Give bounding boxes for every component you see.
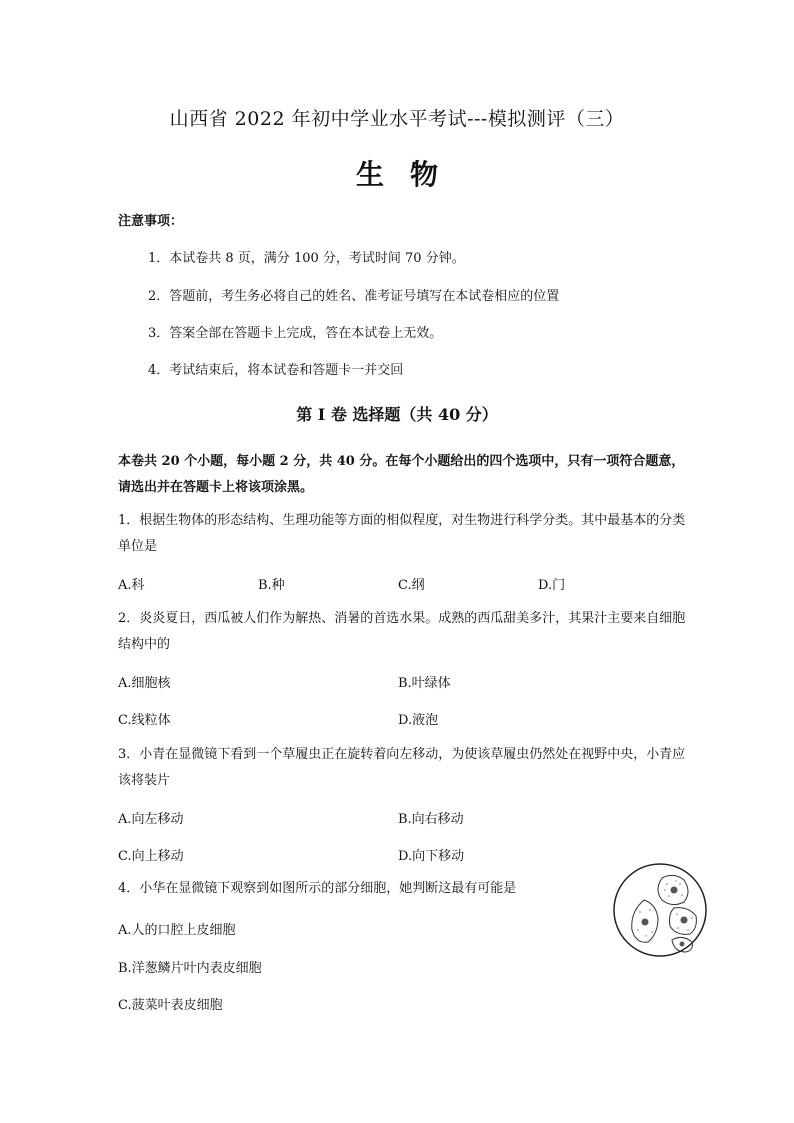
notice-item: 3．答案全部在答题卡上完成，答在本试卷上无效。 xyxy=(148,326,443,341)
question-2-stem: 2．炎炎夏日，西瓜被人们作为解热、消暑的首选水果。成熟的西瓜甜美多汁，其果汁主要来自细胞结构中的 xyxy=(118,611,686,652)
question-3-option-b: B.向右移动 xyxy=(398,812,464,827)
question-1-option-a: A.科 xyxy=(118,578,145,593)
question-2-option-c: C.线粒体 xyxy=(118,713,171,728)
notice-heading: 注意事项： xyxy=(118,214,184,229)
exam-title: 山西省 2022 年初中学业水平考试---模拟测评（三） xyxy=(169,108,625,130)
section-heading: 第 I 卷 选择题（共 40 分） xyxy=(296,405,498,424)
notice-item: 2．答题前，考生务必将自己的姓名、准考证号填写在本试卷相应的位置 xyxy=(148,289,560,304)
question-3-option-a: A.向左移动 xyxy=(118,812,184,827)
question-4-option-c: C.菠菜叶表皮细胞 xyxy=(118,998,223,1013)
question-2-option-d: D.液泡 xyxy=(398,713,439,728)
question-4-stem: 4．小华在显微镜下观察到如图所示的部分细胞，她判断这最有可能是 xyxy=(118,881,517,896)
question-4-option-b: B.洋葱鳞片叶内表皮细胞 xyxy=(118,961,262,976)
question-1-option-b: B.种 xyxy=(258,578,285,593)
subject-title: 生物 xyxy=(355,158,464,191)
question-1-option-c: C.纲 xyxy=(398,578,425,593)
notice-item: 1．本试卷共 8 页，满分 100 分，考试时间 70 分钟。 xyxy=(148,251,465,266)
question-1-stem: 1．根据生物体的形态结构、生理功能等方面的相似程度，对生物进行科学分类。其中最基本的分类单位是 xyxy=(118,513,686,554)
question-1-option-d: D.门 xyxy=(538,578,566,593)
notice-item: 4．考试结束后，将本试卷和答题卡一并交回 xyxy=(148,363,404,378)
section-instruction: 本卷共 20 个小题，每小题 2 分，共 40 分。在每个小题给出的四个选项中，只有一项符合题意，请选出并在答题卡上将该项涂黑。 xyxy=(118,454,685,495)
question-2-option-a: A.细胞核 xyxy=(118,676,171,691)
question-3-option-d: D.向下移动 xyxy=(398,849,465,864)
question-3-option-c: C.向上移动 xyxy=(118,849,184,864)
question-3-stem: 3．小青在显微镜下看到一个草履虫正在旋转着向左移动，为使该草履虫仍然处在视野中央，小青应该将装片 xyxy=(118,747,686,788)
microscope-cells-figure xyxy=(612,862,708,958)
question-2-option-b: B.叶绿体 xyxy=(398,676,451,691)
question-4-option-a: A.人的口腔上皮细胞 xyxy=(118,923,236,938)
